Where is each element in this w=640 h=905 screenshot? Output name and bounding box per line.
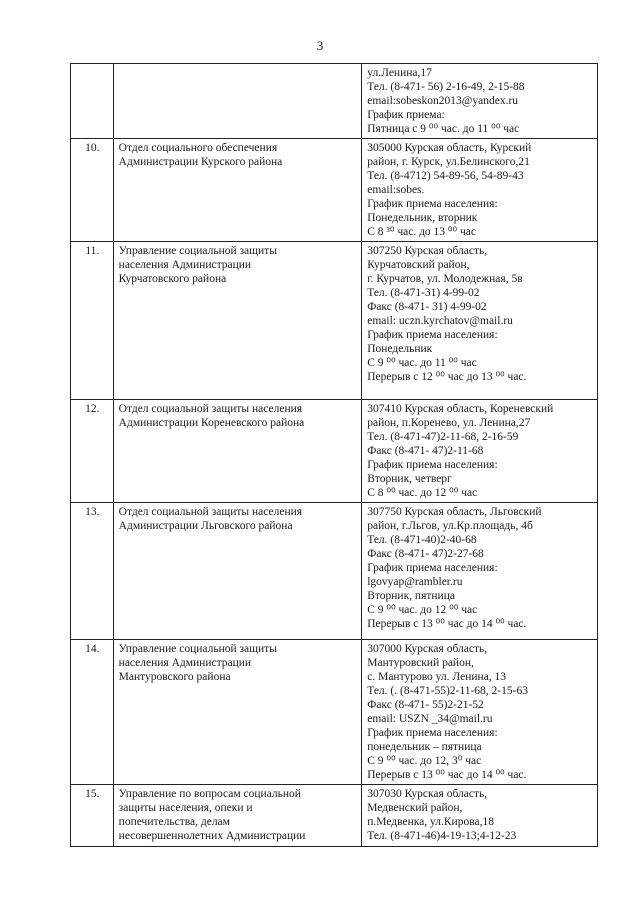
info-line: район, п.Коренево, ул. Ленина,27 [367,417,531,429]
table-row [71,242,598,400]
info-line: Тел. (8-471- 56) 2-16-49, 2-15-88 [367,81,525,93]
info-line: С 8 ⁰⁰ час. до 12 ⁰⁰ час [367,487,478,499]
info-line: email: USZN _34@mail.ru [367,713,493,725]
organization-name [113,640,362,785]
info-line: 307000 Курская область, [367,643,488,655]
info-line: С 9 ⁰⁰ час. до 11 ⁰⁰ час [367,357,477,369]
info-line: 307030 Курская область, [367,788,488,800]
info-line: понедельник – пятница [367,741,482,753]
org-line: Отдел социальной защиты населения [118,403,303,415]
info-line: С 8 ³⁰ час. до 13 ⁰⁰ час [367,226,477,238]
info-line: г. Курчатов, ул. Молодежная, 5в [367,273,523,285]
info-line: Перерыв с 12 ⁰⁰ час до 13 ⁰⁰ час. [367,371,527,383]
org-line: Администрации Льговского района [118,520,293,532]
info-line: Мантуровский район, [367,657,474,669]
org-line: Управление социальной защиты [118,643,277,655]
organization-name [113,64,362,139]
info-line: п.Медвенка, ул.Кирова,18 [367,816,494,828]
info-line: lgovyap@rambler.ru [367,576,463,588]
org-line: попечительства, делам [118,816,230,828]
info-line: График приема: [367,109,445,121]
organization-name [113,242,362,400]
info-line: Перерыв с 13 ⁰⁰ час до 14 ⁰⁰ час. [367,618,527,630]
info-line: График приема населения: [367,459,498,471]
table-row [71,139,598,242]
organization-name [113,785,362,847]
org-line: защиты населения, опеки и [118,802,253,814]
info-line: ул.Ленина,17 [367,67,432,79]
info-line: район, г.Льгов, ул.Кр.площадь, 4б [367,520,533,532]
info-line: Медвенский район, [367,802,463,814]
info-line: Перерыв с 13 ⁰⁰ час до 14 ⁰⁰ час. [367,769,527,781]
info-line: email: uczn.kyrchatov@mail.ru [367,315,513,327]
org-line: Администрации Курского района [118,156,283,168]
organizations-table [70,63,598,847]
info-line: График приема населения: [367,727,498,739]
org-line: Отдел социального обеспечения [118,142,278,154]
org-line: Управление социальной защиты [118,245,277,257]
info-line: Пятница с 9 ⁰⁰ час. до 11 ⁰⁰ час [367,123,520,135]
row-number: 11. [71,242,114,400]
info-line: Факс (8-471- 47)2-27-68 [367,548,484,560]
table-row [71,785,598,847]
contact-info [362,64,598,139]
info-line: 307250 Курская область, [367,245,488,257]
org-line: Управление по вопросам социальной [118,788,301,800]
row-number: 15. [71,785,114,847]
info-line: email:sobes. [367,184,425,196]
info-line: район, г. Курск, ул.Белинского,21 [367,156,530,168]
row-number: 10. [71,139,114,242]
info-line: Тел. (8-4712) 54-89-56, 54-89-43 [367,170,524,182]
org-line: Администрации Кореневского района [118,417,305,429]
row-number: 13. [71,503,114,640]
info-line: Тел. (8-471-46)4-19-13;4-12-23 [367,830,517,842]
table-row [71,400,598,503]
info-line: Тел. (8-471-40)2-40-68 [367,534,477,546]
contact-info [362,503,598,640]
info-line: Тел. (8-471-47)2-11-68, 2-16-59 [367,431,519,443]
row-number: 14. [71,640,114,785]
info-line: Факс (8-471- 47)2-11-68 [367,445,484,457]
row-number [71,64,114,139]
table-row [71,640,598,785]
info-line: 307750 Курская область, Льговский [367,506,542,518]
org-line: Мантуровского района [118,671,231,683]
contact-info [362,785,598,847]
info-line: Тел. (8-471-31) 4-99-02 [367,287,480,299]
org-line: Отдел социальной защиты населения [118,506,303,518]
contact-info [362,400,598,503]
row-number: 12. [71,400,114,503]
info-line: 307410 Курская область, Кореневский [367,403,554,415]
info-line: 305000 Курская область, Курский [367,142,532,154]
organization-name [113,400,362,503]
organization-name [113,503,362,640]
info-line: График приема населения: [367,329,498,341]
info-line: График приема населения: [367,198,498,210]
info-line: С 9 ⁰⁰ час. до 12 ⁰⁰ час [367,604,478,616]
org-line: населения Администрации [118,657,252,669]
organization-name [113,139,362,242]
info-line: Понедельник, вторник [367,212,478,224]
info-line: email:sobeskon2013@yandex.ru [367,95,519,107]
org-line: Курчатовского района [118,273,227,285]
org-line: несовершеннолетних Администрации [118,830,306,842]
contact-info [362,242,598,400]
table-body [71,64,598,847]
info-line: С 9 ⁰⁰ час. до 12, 3⁰ час [367,755,482,767]
contact-info [362,139,598,242]
info-line: Курчатовский район, [367,259,470,271]
info-line: Факс (8-471- 31) 4-99-02 [367,301,487,313]
page-number: 3 [316,38,324,53]
table-row [71,64,598,139]
info-line: Понедельник [367,343,433,355]
info-line: Вторник, четверг [367,473,452,485]
info-line: с. Мантурово ул. Ленина, 13 [367,671,507,683]
contact-info [362,640,598,785]
table-row [71,503,598,640]
org-line: населения Администрации [118,259,252,271]
info-line: Тел. (. (8-471-55)2-11-68, 2-15-63 [367,685,528,697]
info-line: Факс (8-471- 55)2-21-52 [367,699,484,711]
info-line: График приема населения: [367,562,498,574]
info-line: Вторник, пятница [367,590,455,602]
